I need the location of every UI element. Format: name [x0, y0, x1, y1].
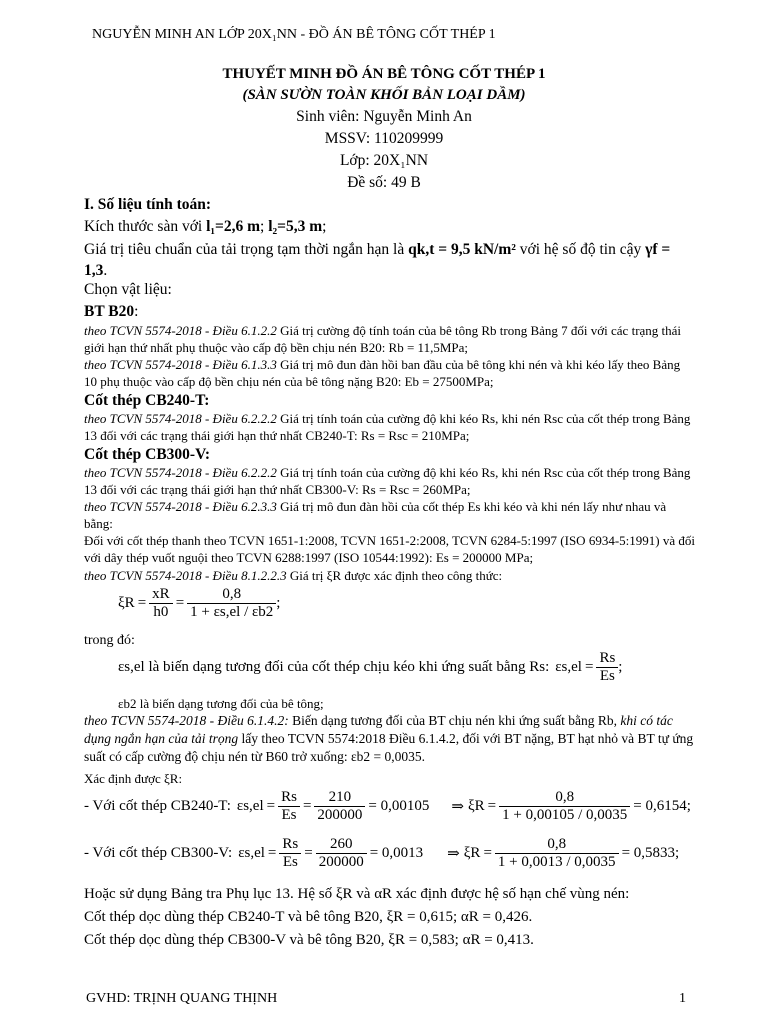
concrete-text2: Giá trị mô đun đàn hồi ban đầu của bê tông khi nén và khi kéo lấy theo Bảng 10 phụ thuộc vào cấp độ bền chịu nén của bê tông nặng B20: Eb = 27500MPa;	[84, 357, 681, 389]
eps-sel-definition	[118, 650, 622, 685]
frac-den: 200000	[318, 854, 364, 870]
calc240-eq3: =	[487, 798, 497, 814]
calc300-res2: = 0,5833;	[621, 845, 680, 861]
page-number: 1	[679, 991, 686, 1006]
frac-num: 210	[314, 789, 365, 807]
steel240-ref: theo TCVN 5574-2018 - Điều 6.2.2.2	[84, 411, 277, 426]
load-end: .	[103, 262, 108, 279]
frac-num: Rs	[279, 836, 301, 854]
title-line2: (SÀN SƯỜN TOÀN KHỐI BẢN LOẠI DẦM)	[242, 87, 526, 103]
steel240-text	[84, 410, 696, 444]
ref614-text1: Biến dạng tương đối của BT chịu nén khi ứng suất bằng Rb,	[288, 713, 617, 728]
student-class: Lớp: 20X₁NN	[339, 152, 429, 169]
concrete-strength-text	[84, 322, 696, 356]
calc240-label: - Với cốt thép CB240-T:	[84, 798, 231, 814]
frac-den: 1 + 0,0013 / 0,0035	[497, 854, 616, 870]
calc240-res2: = 0,6154;	[633, 798, 691, 814]
frac-den: h0	[153, 604, 169, 620]
frac-num: 0,8	[495, 836, 619, 854]
calc240-eq1: =	[266, 798, 276, 814]
calc-cb240	[84, 789, 691, 824]
ref614: theo TCVN 5574-2018 - Điều 6.1.4.2:	[84, 713, 289, 728]
steel300-ref2: theo TCVN 5574-2018 - Điều 6.2.3.3	[84, 499, 277, 514]
eps-sel-text: εs,el là biến dạng tương đối của cốt thép chịu kéo khi ứng suất bằng Rs:	[118, 659, 550, 675]
page-header: NGUYỄN MINH AN LỚP 20X₁NN - ĐỒ ÁN BÊ TÔNG CỐT THÉP 1	[92, 27, 496, 42]
steel240-heading: Cốt thép CB240-T:	[84, 392, 210, 409]
calc240-frac2	[314, 789, 365, 824]
fraction-xr-h0	[149, 586, 173, 621]
topic-number: Đề số: 49 B	[347, 174, 421, 191]
steel300-text2: Giá trị mô đun đàn hồi của cốt thép Es khi kéo và khi nén lấy như nhau và bằng:	[84, 499, 667, 531]
eps-eq: =	[584, 659, 594, 675]
student-name: Sinh viên: Nguyễn Minh An	[296, 108, 472, 125]
load-mid: với hệ số độ tin cậy	[515, 241, 646, 258]
gamma-value: γf = 1,3	[84, 241, 671, 279]
eps-sel-lhs: εs,el	[555, 659, 582, 675]
concrete-strain-paragraph	[84, 712, 696, 766]
steel300-ref3: theo TCVN 5574-2018 - Điều 8.1.2.2.3	[84, 568, 287, 583]
xi-eq1: =	[137, 595, 147, 611]
concrete-heading-colon: :	[134, 303, 139, 320]
frac-num: Rs	[278, 789, 300, 807]
concrete-ref2: theo TCVN 5574-2018 - Điều 6.1.3.3	[84, 357, 277, 372]
frac-num: 260	[316, 836, 367, 854]
concrete-heading-text: BT B20	[84, 303, 135, 320]
frac-den: 200000	[317, 807, 363, 823]
load-paragraph	[84, 239, 696, 281]
calc240-frac3	[499, 789, 630, 824]
steel300-text1: Giá trị tính toán của cường độ khi kéo Rs, khi nén Rsc của cốt thép trong Bảng 13 đối với các trạng thái giới hạn thứ nhất CB300-V: Rs = Rsc = 260MPa;	[84, 465, 691, 497]
conclusion-line1: Hoặc sử dụng Bảng tra Phụ lục 13. Hệ số ξR và αR xác định được hệ số hạn chế vùng nén:	[84, 886, 630, 902]
calc300-frac1	[279, 836, 301, 871]
frac-den: 1 + 0,00105 / 0,0035	[502, 807, 628, 823]
xi-formula	[118, 586, 280, 621]
frac-den: Es	[281, 807, 297, 823]
calc300-frac2	[316, 836, 367, 871]
fraction-rs-es	[596, 650, 618, 685]
steel300-text4: Giá trị ξR được xác định theo công thức:	[286, 568, 503, 583]
fraction-main	[187, 586, 276, 621]
calc-cb300	[84, 836, 679, 871]
load-value: qk,t = 9,5 kN/m²	[408, 241, 516, 258]
dims-prefix: Kích thước sàn với	[84, 218, 207, 235]
calc300-frac3	[495, 836, 619, 871]
steel300-modulus-text	[84, 498, 696, 532]
frac-num: xR	[149, 586, 173, 604]
ref614-italic: khi có tác dụng ngắn hạn của tải trọng	[84, 713, 673, 746]
calc300-eq1: =	[267, 845, 277, 861]
determine-label: Xác định được ξR:	[84, 771, 183, 786]
dim-l2: l₂=5,3 m	[268, 218, 323, 235]
steel300-strength-text	[84, 464, 696, 498]
calc300-label: - Với cốt thép CB300-V:	[84, 845, 233, 861]
conclusion-line2: Cốt thép dọc dùng thép CB240-T và bê tông B20, ξR = 0,615; αR = 0,426.	[84, 909, 533, 925]
calc240-lhs: εs,el	[236, 798, 264, 814]
frac-den: 1 + εs,el / εb2	[190, 604, 274, 620]
frac-num: Rs	[596, 650, 618, 668]
footer-advisor: GVHD: TRỊNH QUANG THỊNH	[86, 991, 278, 1006]
xi-eq2: =	[175, 595, 185, 611]
eps-b2-definition: εb2 là biến dạng tương đối của bê tông;	[118, 696, 324, 711]
concrete-modulus-text	[84, 356, 696, 390]
material-label: Chọn vật liệu:	[84, 281, 172, 298]
concrete-text1: Giá trị cường độ tính toán của bê tông Rb trong Bảng 7 đối với các trạng thái giới hạn thứ nhất phụ thuộc vào cấp độ bền chịu nén B20: Rb = 11,5MPa;	[84, 323, 682, 355]
title-line1: THUYẾT MINH ĐỒ ÁN BÊ TÔNG CỐT THÉP 1	[222, 66, 546, 82]
dims-end: ;	[322, 218, 327, 235]
frac-den: Es	[282, 854, 298, 870]
steel-standards-text: Đối với cốt thép thanh theo TCVN 1651-1:2008, TCVN 1651-2:2008, TCVN 6284-5:1997 (ISO 6934-5:1991) và đối với dây thép vuốt nguội theo TCVN 6288:1997 (ISO 10544:1992): Es = 200000 MPa;	[84, 533, 695, 565]
concrete-heading	[84, 303, 684, 321]
calc240-frac1	[278, 789, 300, 824]
xi-formula-intro	[84, 567, 696, 584]
student-id: MSSV: 110209999	[324, 130, 444, 147]
calc240-res: = 0,00105	[368, 798, 430, 814]
dim-l1: l₁=2,6 m	[206, 218, 261, 235]
calc240-arrow: ⇒	[451, 799, 464, 815]
xi-lhs: ξR	[118, 595, 135, 611]
calc240-xi: ξR	[467, 798, 485, 814]
frac-num: 0,8	[187, 586, 276, 604]
steel300-ref1: theo TCVN 5574-2018 - Điều 6.2.2.2	[84, 465, 277, 480]
section-heading: I. Số liệu tính toán:	[84, 196, 212, 213]
dims-sep: ;	[260, 218, 269, 235]
steel300-heading: Cốt thép CB300-V:	[84, 446, 211, 463]
xi-end: ;	[276, 595, 281, 611]
calc300-res: = 0,0013	[369, 845, 424, 861]
concrete-ref1: theo TCVN 5574-2018 - Điều 6.1.2.2	[84, 323, 277, 338]
calc300-eq2: =	[304, 845, 313, 861]
calc300-lhs: εs,el	[238, 845, 265, 861]
calc240-eq2: =	[302, 798, 312, 814]
frac-den: Es	[599, 668, 615, 684]
slab-dimensions	[84, 218, 684, 236]
calc300-arrow: ⇒	[447, 846, 460, 862]
calc300-xi: ξR	[463, 845, 481, 861]
where-label: trong đó:	[84, 633, 135, 648]
frac-num: 0,8	[499, 789, 630, 807]
ref614-text2: lấy theo TCVN 5574:2018 Điều 6.1.4.2, đối với BT nặng, BT hạt nhỏ và BT tự ứng suất có cấp cường độ chịu nén từ B60 trở xuống: εb2 = 0,0035.	[84, 731, 694, 764]
steel240-body: Giá trị tính toán của cường độ khi kéo Rs, khi nén Rsc của cốt thép trong Bảng 13 đối với các trạng thái giới hạn thứ nhất CB240-T: Rs = Rsc = 210MPa;	[84, 411, 691, 443]
load-prefix: Giá trị tiêu chuẩn của tải trọng tạm thời ngắn hạn là	[84, 241, 409, 258]
conclusion-line3: Cốt thép dọc dùng thép CB300-V và bê tông B20, ξR = 0,583; αR = 0,413.	[84, 932, 534, 948]
calc300-eq3: =	[483, 845, 492, 861]
eps-end: ;	[618, 659, 623, 675]
